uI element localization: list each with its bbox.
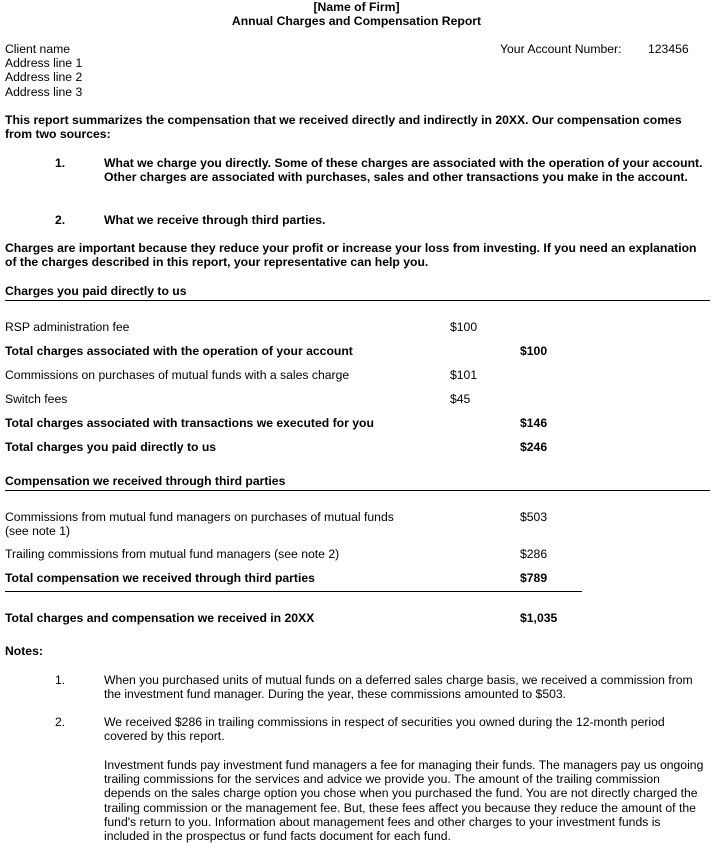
source-text: What we charge you directly. Some of these charges are associated with the operation of your account. Other charges are associated with purchases, sales and other transactions you make in the account.: [104, 156, 703, 185]
source-number: 1.: [55, 156, 66, 170]
grand-total-value: $1,035: [520, 611, 558, 625]
row-label: Trailing commissions from mutual fund managers (see note 2): [5, 547, 340, 561]
row-amount: $101: [450, 368, 478, 382]
intro-importance: Charges are important because they reduce your profit or increase your loss from investing. If you need an explanation of the charges described in this report, your representative can help you.: [5, 241, 697, 270]
intro-summary: This report summarizes the compensation that we received directly and indirectly in 20XX. Our compensation comes from two sources:: [5, 113, 682, 142]
source-text: What we receive through third parties.: [104, 213, 326, 227]
report-title: Annual Charges and Compensation Report: [231, 14, 482, 28]
row-label: Total charges associated with the operation of your account: [5, 344, 353, 358]
note-text: We received $286 in trailing commissions in respect of securities you owned during the 12-month period covered by this report.: [104, 715, 665, 744]
address-line: Address line 3: [5, 85, 83, 99]
account-label: Your Account Number:: [500, 42, 622, 56]
section-divider: [5, 300, 710, 301]
row-label: Total charges associated with transactions we executed for you: [5, 416, 374, 430]
row-label: Total charges you paid directly to us: [5, 440, 217, 454]
row-total: $789: [520, 571, 548, 585]
grand-total-label: Total charges and compensation we received in 20XX: [5, 611, 315, 625]
address-line: Address line 2: [5, 70, 83, 84]
row-total: $100: [520, 344, 548, 358]
firm-name: [Name of Firm]: [313, 0, 400, 14]
note-number: 1.: [55, 673, 66, 687]
address-line: Address line 1: [5, 56, 83, 70]
note-text: When you purchased units of mutual funds on a deferred sales charge basis, we received a commission from the investment fund manager. During the year, these commissions amounted to $503.: [104, 673, 693, 702]
note-number: 2.: [55, 715, 66, 729]
row-label: Switch fees: [5, 392, 68, 406]
account-number: 123456: [648, 42, 689, 56]
section-heading-third-party: Compensation we received through third parties: [5, 474, 286, 488]
section-divider: [5, 490, 710, 491]
row-total: $286: [520, 547, 548, 561]
row-total: $146: [520, 416, 548, 430]
source-number: 2.: [55, 213, 66, 227]
notes-heading: Notes:: [5, 644, 43, 658]
client-name: Client name: [5, 42, 71, 56]
total-divider: [5, 591, 582, 592]
row-label: Total compensation we received through third parties: [5, 571, 315, 585]
section-heading-direct: Charges you paid directly to us: [5, 284, 187, 298]
row-label: Commissions on purchases of mutual funds with a sales charge: [5, 368, 350, 382]
note-extra-text: Investment funds pay investment fund managers a fee for managing their funds. The managers pay us ongoing trailing commissions for the services and advice we provide you. The amount of the trailing commission depends on the sales charge option you chose when you purchased the fund. You are not directly charged the trailing commission or the management fee. But, these fees affect you because they reduce the amount of the fund's return to you. Information about management fees and other charges to your investment funds is included in the prospectus or fund facts document for each fund.: [104, 758, 704, 844]
row-amount: $45: [450, 392, 471, 406]
row-label: Commissions from mutual fund managers on purchases of mutual funds (see note 1): [5, 510, 394, 539]
row-total: $503: [520, 510, 548, 524]
row-label: RSP administration fee: [5, 320, 130, 334]
row-total: $246: [520, 440, 548, 454]
row-amount: $100: [450, 320, 478, 334]
